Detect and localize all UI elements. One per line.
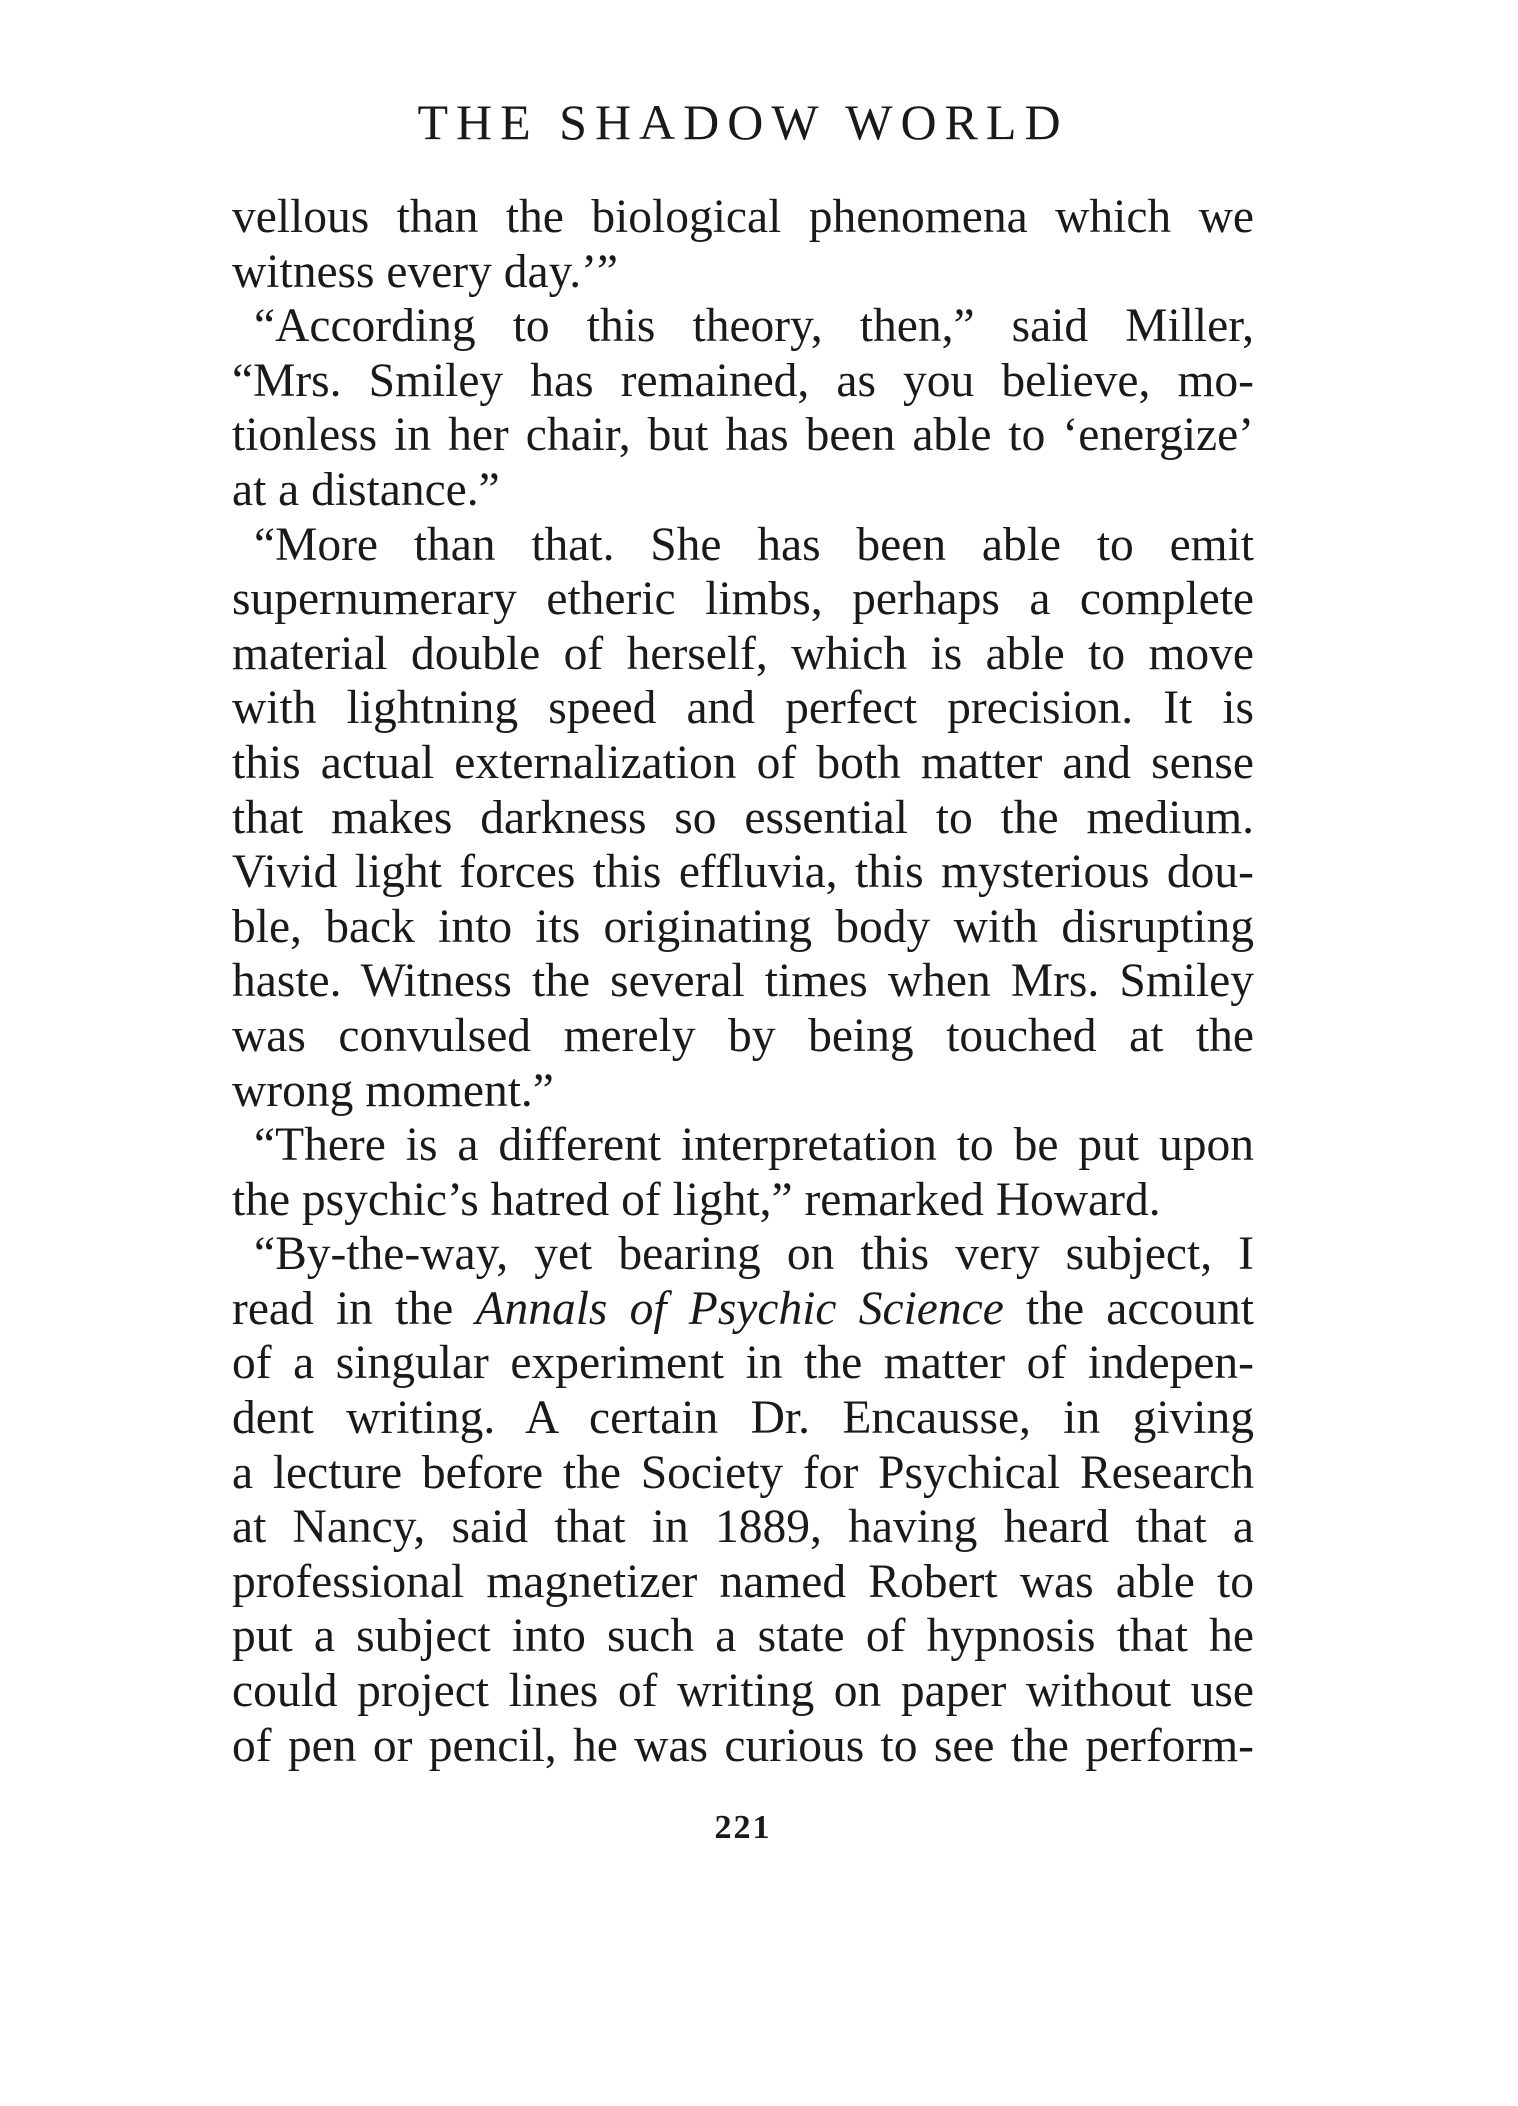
text-line — [232, 1282, 1254, 1337]
text-line: tionless in her chair, but has been able to ‘energize’ — [232, 409, 1254, 462]
text-line: professional magnetizer named Robert was able to — [232, 1555, 1254, 1608]
text-line: a lecture before the Society for Psychical Research — [232, 1446, 1254, 1499]
body-text — [232, 190, 1254, 1773]
text-line: the psychic’s hatred of light,” remarked Howard. — [232, 1173, 1161, 1226]
text-line: ble, back into its originating body with disrupting — [232, 900, 1254, 953]
text-line: at a distance.” — [232, 463, 500, 516]
text-line: dent writing. A certain Dr. Encausse, in giving — [232, 1392, 1254, 1445]
text-line: wrong moment.” — [232, 1064, 554, 1117]
text-line: supernumerary etheric limbs, perhaps a complete — [232, 573, 1254, 626]
text-line: could project lines of writing on paper without use — [232, 1665, 1254, 1718]
book-title-italic: Annals of Psychic Science — [475, 1282, 1004, 1335]
page-number: 221 — [714, 1809, 772, 1846]
text-line: haste. Witness the several times when Mrs. Smiley — [232, 955, 1254, 1008]
text-line: “According to this theory, then,” said Miller, — [254, 300, 1254, 353]
text-line: put a subject into such a state of hypnosis that he — [232, 1610, 1254, 1663]
text-line: vellous than the biological phenomena which we — [232, 191, 1254, 243]
text-line: that makes darkness so essential to the medium. — [232, 791, 1254, 844]
text-line: with lightning speed and perfect precision. It is — [232, 682, 1254, 735]
text-line: of pen or pencil, he was curious to see the perform- — [232, 1719, 1254, 1772]
text-line: witness every day.’” — [232, 245, 619, 298]
text-segment: the account — [1003, 1282, 1254, 1335]
text-line: Vivid light forces this effluvia, this mysterious dou- — [232, 846, 1254, 899]
text-line: this actual externalization of both matter and sense — [232, 736, 1254, 789]
text-line: “More than that. She has been able to emit — [254, 518, 1254, 571]
text-line: “By-the-way, yet bearing on this very subject, I — [254, 1228, 1254, 1281]
text-line: of a singular experiment in the matter of indepen- — [232, 1337, 1254, 1390]
text-segment: read in the — [232, 1282, 476, 1335]
text-line: material double of herself, which is able to move — [232, 627, 1254, 680]
text-line: was convulsed merely by being touched at the — [232, 1009, 1254, 1062]
running-head: THE SHADOW WORLD — [417, 94, 1069, 150]
text-line: “Mrs. Smiley has remained, as you believe, mo- — [232, 354, 1254, 407]
text-line: at Nancy, said that in 1889, having heard that a — [232, 1501, 1254, 1554]
text-line: “There is a different interpretation to be put upon — [254, 1119, 1254, 1172]
